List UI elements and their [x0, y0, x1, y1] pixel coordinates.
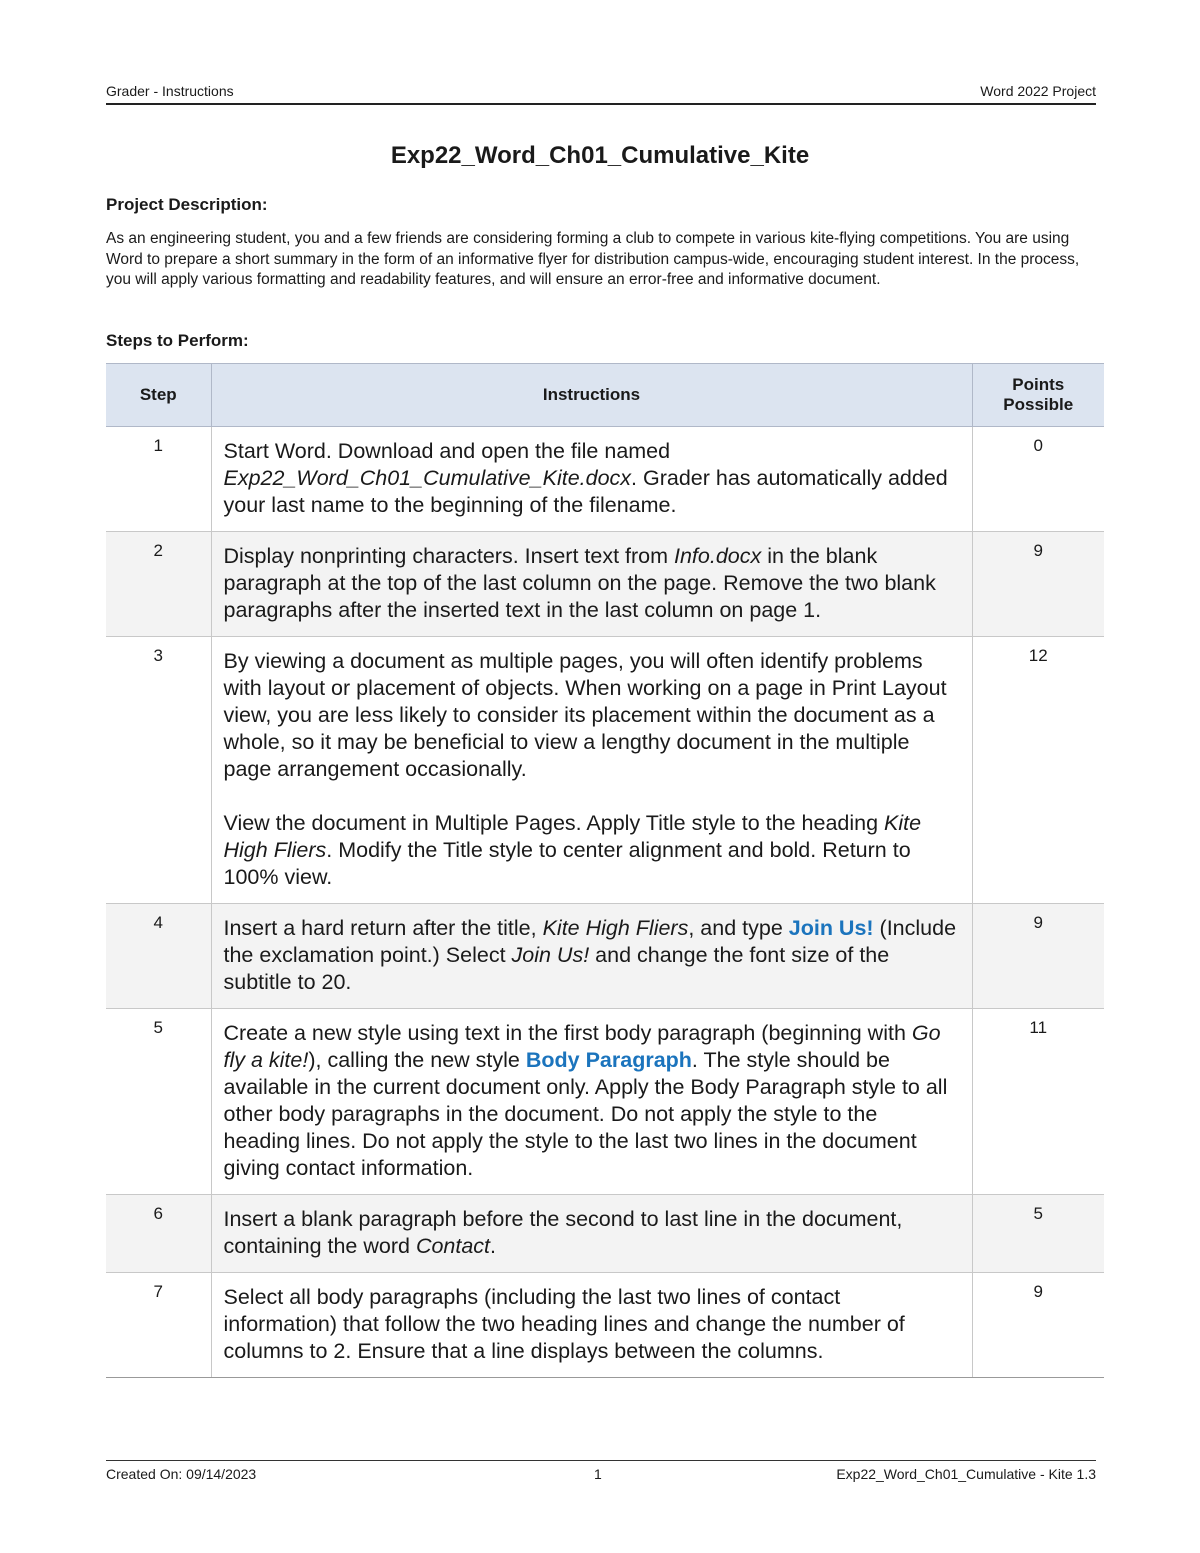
footer-page-number: 1 [594, 1466, 602, 1482]
step-instructions: Display nonprinting characters. Insert text from Info.docx in the blank paragraph at the top of the last column on the page. Remove the two blank paragraphs after the inserted text in the last column on page 1. [211, 532, 972, 637]
header-right: Word 2022 Project [980, 83, 1096, 99]
document-title: Exp22_Word_Ch01_Cumulative_Kite [390, 142, 810, 169]
step-instructions: Create a new style using text in the first body paragraph (beginning with Go fly a kite!), calling the new style Body Paragraph. The style should be available in the current document only. Apply the Body Paragraph style to all other body paragraphs in the document. Do not apply the style to the heading lines. Do not apply the style to the last two lines in the document giving contact information. [211, 1009, 972, 1195]
step-number: 7 [106, 1273, 211, 1378]
table-row [106, 1273, 1104, 1378]
step-instructions: By viewing a document as multiple pages, you will often identify problems with layout or placement of objects. When working on a page in Print Layout view, you are less likely to consider its placement within the document as a whole, so it may be beneficial to view a lengthy document in the multiple page arrangement occasionally. View the document in Multiple Pages. Apply Title style to the heading Kite High Fliers. Modify the Title style to center alignment and bold. Return to 100% view. [211, 637, 972, 904]
footer-created-on: Created On: 09/14/2023 [106, 1466, 257, 1482]
step-instructions: Insert a hard return after the title, Kite High Fliers, and type Join Us! (Include the exclamation point.) Select Join Us! and change the font size of the subtitle to 20. [211, 904, 972, 1009]
header-points-line1: Points [1012, 375, 1065, 394]
project-description-label: Project Description: [106, 195, 268, 214]
header-step: Step [106, 364, 211, 427]
header-points-line2: Possible [1003, 395, 1074, 414]
step-instructions: Select all body paragraphs (including the last two lines of contact information) that follow the two heading lines and change the number of columns to 2. Ensure that a line displays between the columns. [211, 1273, 972, 1378]
step-points: 9 [972, 532, 1104, 637]
step-instructions: Insert a blank paragraph before the second to last line in the document, containing the word Contact. [211, 1195, 972, 1273]
step-number: 5 [106, 1009, 211, 1195]
project-description-text: As an engineering student, you and a few friends are considering forming a club to compete in various kite-flying competitions. You are using Word to prepare a short summary in the form of an informative flyer for distribution campus-wide, encouraging student interest. In the process, you will apply various formatting and readability features, and will ensure an error-free and informative document. [106, 230, 1080, 288]
step-points: 9 [972, 1273, 1104, 1378]
table-row [106, 532, 1104, 637]
header-instructions: Instructions [211, 364, 972, 427]
step-points: 11 [972, 1009, 1104, 1195]
table-row [106, 904, 1104, 1009]
steps-label: Steps to Perform: [106, 331, 249, 350]
step-points: 0 [972, 427, 1104, 532]
page-footer [106, 1460, 1096, 1483]
table-row [106, 637, 1104, 904]
step-instructions: Start Word. Download and open the file named Exp22_Word_Ch01_Cumulative_Kite.docx. Grader has automatically added your last name to the beginning of the filename. [211, 427, 972, 532]
table-row [106, 1009, 1104, 1195]
header-left: Grader - Instructions [106, 83, 234, 99]
footer-version: Exp22_Word_Ch01_Cumulative - Kite 1.3 [836, 1466, 1096, 1482]
step-points: 9 [972, 904, 1104, 1009]
table-row [106, 427, 1104, 532]
step-number: 6 [106, 1195, 211, 1273]
step-number: 4 [106, 904, 211, 1009]
header-points [972, 364, 1104, 427]
page-header [106, 83, 1096, 105]
step-points: 5 [972, 1195, 1104, 1273]
step-number: 2 [106, 532, 211, 637]
table-header-row [106, 364, 1104, 427]
step-points: 12 [972, 637, 1104, 904]
steps-table [106, 363, 1104, 1378]
table-row [106, 1195, 1104, 1273]
step-number: 1 [106, 427, 211, 532]
step-number: 3 [106, 637, 211, 904]
